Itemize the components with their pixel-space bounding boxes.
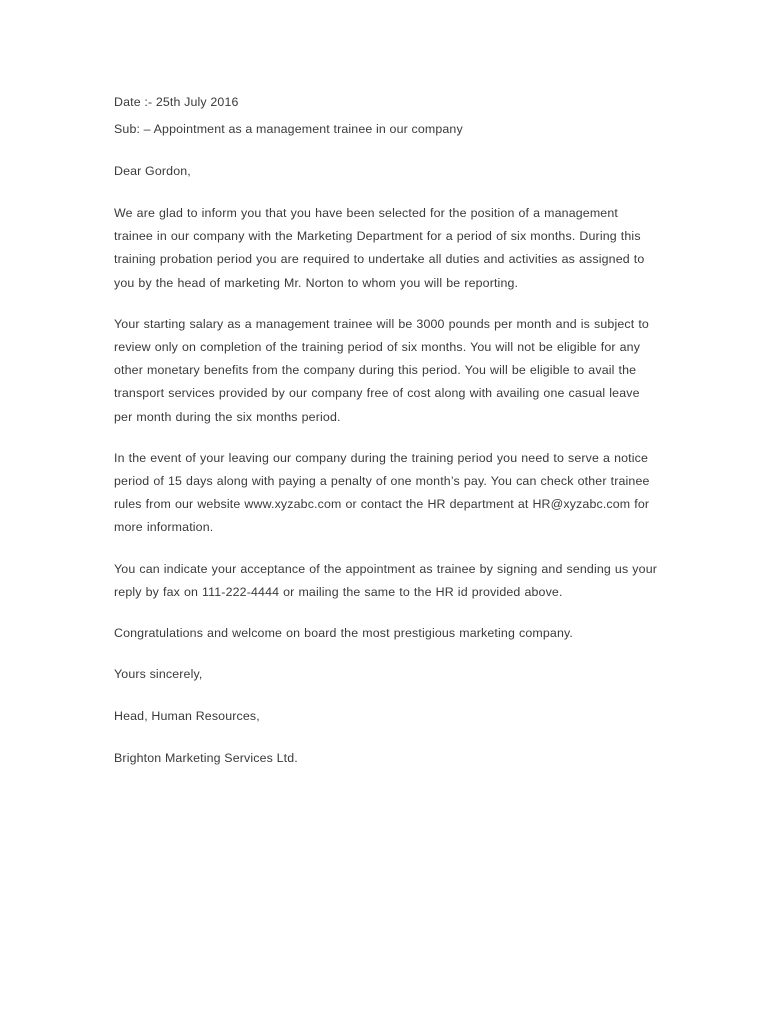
signature-title: Head, Human Resources, bbox=[114, 709, 260, 724]
paragraph-acceptance: You can indicate your acceptance of the appointment as trainee by signing and sending us your reply by fax on 111-222-4444 or mailing the same to the HR id provided above. bbox=[114, 561, 658, 599]
paragraph-congratulations: Congratulations and welcome on board the most prestigious marketing company. bbox=[114, 626, 574, 641]
letter-date: Date :- 25th July 2016 bbox=[114, 95, 239, 109]
paragraph-selection: We are glad to inform you that you have been selected for the position of a management trainee in our company with the Marketing Department for a period of six months. During this training probation period you are required to undertake all duties and activities as assigned to you by the head of marketing Mr. Norton to whom you will be reporting. bbox=[114, 206, 645, 290]
letter-salutation: Dear Gordon, bbox=[114, 164, 191, 178]
paragraph-salary: Your starting salary as a management trainee will be 3000 pounds per month and is subject to review only on completion of the training period of six months. You will not be eligible for any other monetary benefits from the company during this period. You will be eligible to avail the transport services provided by our company free of cost along with availing one casual leave per month during the six months period. bbox=[114, 316, 649, 424]
appointment-letter bbox=[114, 91, 659, 770]
letter-subject: Sub: – Appointment as a management trainee in our company bbox=[114, 122, 463, 136]
company-name: Brighton Marketing Services Ltd. bbox=[114, 751, 298, 766]
letter-closing: Yours sincerely, bbox=[114, 667, 203, 682]
paragraph-notice-period: In the event of your leaving our company during the training period you need to serve a notice period of 15 days along with paying a penalty of one month’s pay. You can check other trainee rules from our website www.xyzabc.com or contact the HR department at HR@xyzabc.com for more information. bbox=[114, 450, 650, 535]
